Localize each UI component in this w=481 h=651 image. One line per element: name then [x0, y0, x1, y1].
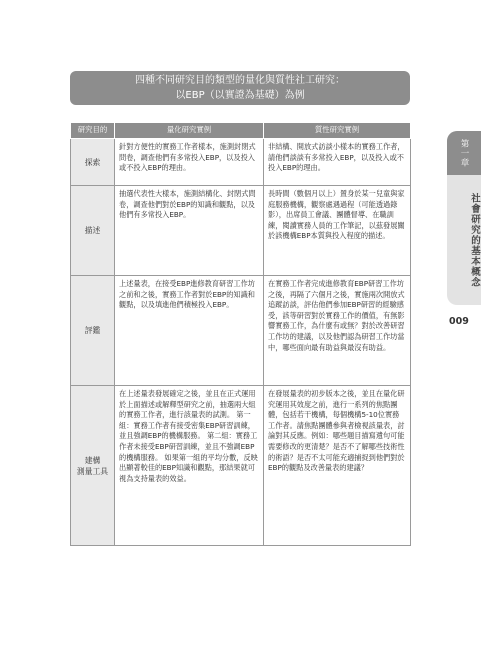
table-row — [71, 186, 411, 276]
quantitative-cell: 抽選代表性大樣本，施測結構化、封閉式問卷，調查他們對於EBP的知識和觀點，以及他們有多常投入EBP。 — [115, 186, 264, 276]
table-title-line-1: 四種不同研究目的類型的量化與質性社工研究： — [135, 75, 345, 86]
chapter-title: 社會研究的基本概念 — [469, 192, 480, 288]
table-title — [70, 71, 410, 105]
table-row — [71, 386, 411, 546]
purpose-label: 描述 — [84, 226, 101, 235]
table-row — [71, 139, 411, 186]
qualitative-cell: 長時間（數個月以上）置身於某一兒童與家庭服務機構，觀察處遇過程（可能透過錄影），出席員工會議、團體督導、在職訓練，閱讀實務人員的工作筆記，以茲發展關於該機構EBP本質與投入程度的描述。 — [264, 186, 411, 276]
qualitative-cell: 在實務工作者完成進修教育EBP研習工作坊之後，再隔了六個月之後，實施兩次開放式追蹤訪談，評估他們參加EBP研習的經驗感受，該等研習對於實務工作的價值，有無影響實務工作，為什麼有或無？對於改善研習工作坊的建議，以及他們認為研習工作坊當中，哪些面向最有助益與最沒有助益。 — [264, 276, 411, 386]
purpose-cell — [71, 276, 115, 386]
purpose-label: 評鑑 — [84, 326, 101, 335]
table-header-row — [71, 123, 411, 139]
quantitative-cell: 上述量表，在接受EBP進修教育研習工作坊之前和之後，實務工作者對於EBP的知識和觀點，以及填進他們積極投入EBP。 — [115, 276, 264, 386]
purpose-label: 探索 — [84, 157, 101, 167]
page-number: 009 — [449, 316, 469, 327]
purpose-cell — [71, 186, 115, 276]
header-qualitative: 質性研究實例 — [264, 123, 411, 139]
purpose-cell — [71, 386, 115, 546]
purpose-label: 建構 — [84, 455, 101, 465]
chapter-label: 第一章 — [447, 131, 481, 175]
qualitative-cell: 非結構、開放式訪談小樣本的實務工作者，請他們談談有多常投入EBP，以及投入或不投入EBP的理由。 — [264, 139, 411, 186]
quantitative-cell: 在上述量表發展確定之後，並且在正式運用於上面描述或解釋型研究之前，抽選兩大組的實務工作者，進行該量表的試測。 第一組：實務工作者有接受密集EBP研習訓練，並且強調EBP的機構服務。 第二組：實務工作者未接受EBP研習訓練，並且不強調EBP的機構服務。 如果第一組的平均分數，反映出顯著較佳的EBP知識和觀點，那結果就可視為支持量表的效益。 — [115, 386, 264, 546]
quantitative-cell: 針對方便性的實務工作者樣本，施測封閉式問卷，調查他們有多常投入EBP，以及投入或不投入EBP的理由。 — [115, 139, 264, 186]
header-purpose: 研究目的 — [71, 123, 115, 139]
purpose-label: 測量工具 — [76, 466, 109, 476]
qualitative-cell: 在發展量表的初步版本之後，並且在量化研究運用其效度之前，進行一系列的焦點團體，包括若干機構，每個機構5-10位實務工作者。請焦點團體參與者檢視該量表，討論對其反應。例如：哪些題目描寫遺句可能需要修改的更清楚？是否不了解哪些技術性的術語？是否不太可能充適捕捉到他們對於EBP的觀點及改善量表的建議？ — [264, 386, 411, 546]
purpose-cell — [71, 139, 115, 186]
research-examples-table — [70, 122, 411, 546]
table-row — [71, 276, 411, 386]
table-title-line-2: 以EBP（以實證為基礎）為例 — [175, 90, 305, 101]
header-quantitative: 量化研究實例 — [115, 123, 264, 139]
